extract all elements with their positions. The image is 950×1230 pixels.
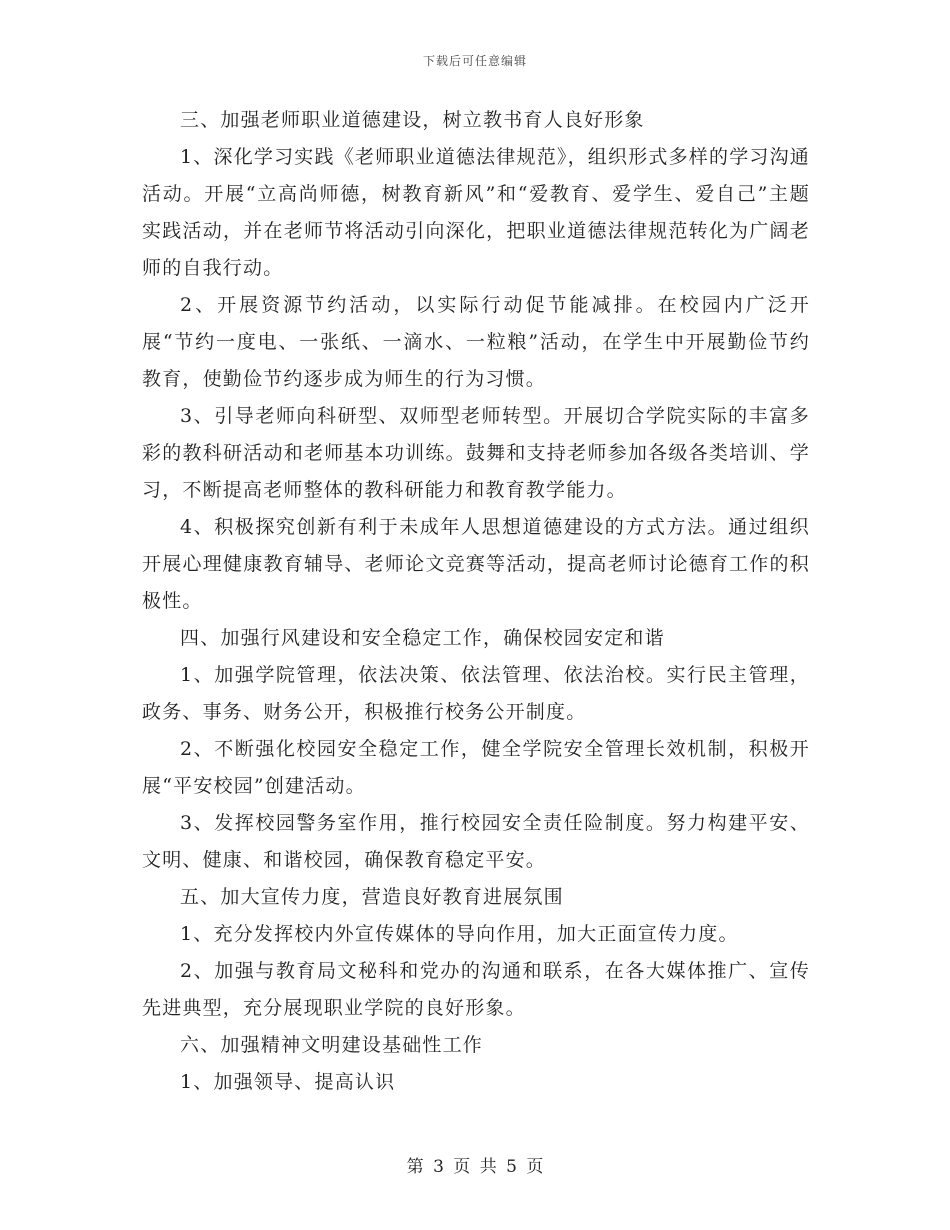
section-heading-3: 三、加强老师职业道德建设，树立教书育人良好形象 — [180, 109, 645, 131]
paragraph: 4、积极探究创新有利于未成年人思想道德建设的方式方法。通过组织开展心理健康教育辅导、老师论文竞赛等活动，提高老师讨论德育工作的积极性。 — [142, 516, 810, 612]
paragraph: 2、加强与教育局文秘科和党办的沟通和联系，在各大媒体推广、宣传先进典型，充分展现职业学院的良好形象。 — [142, 960, 810, 1019]
paragraph: 3、引导老师向科研型、双师型老师转型。开展切合学院实际的丰富多彩的教科研活动和老师基本功训练。鼓舞和支持老师参加各级各类培训、学习，不断提高老师整体的教科研能力和教育教学能力。 — [142, 405, 810, 501]
section-heading-5: 五、加大宣传力度，营造良好教育进展氛围 — [180, 886, 564, 908]
page-header: 下载后可任意编辑 — [422, 54, 527, 68]
page-footer: 第 3 页 共 5 页 — [406, 1157, 544, 1177]
paragraph: 1、加强学院管理，依法决策、依法管理、依法治校。实行民主管理，政务、事务、财务公开，积极推行校务公开制度。 — [142, 664, 810, 723]
document-body — [142, 102, 810, 1101]
paragraph: 2、开展资源节约活动，以实际行动促节能减排。在校园内广泛开展“节约一度电、一张纸、一滴水、一粒粮”活动，在学生中开展勤俭节约教育，使勤俭节约逐步成为师生的行为习惯。 — [142, 294, 810, 390]
section-heading-4: 四、加强行风建设和安全稳定工作，确保校园安定和谐 — [180, 627, 665, 649]
paragraph: 2、不断强化校园安全稳定工作，健全学院安全管理长效机制，积极开展“平安校园”创建活动。 — [142, 738, 810, 797]
paragraph: 1、加强领导、提高认识 — [180, 1071, 396, 1093]
section-heading-6: 六、加强精神文明建设基础性工作 — [180, 1034, 484, 1056]
paragraph: 1、充分发挥校内外宣传媒体的导向作用，加大正面宣传力度。 — [180, 923, 739, 945]
paragraph: 1、深化学习实践《老师职业道德法律规范》，组织形式多样的学习沟通活动。开展“立高尚师德，树教育新风”和“爱教育、爱学生、爱自己”主题实践活动，并在老师节将活动引向深化，把职业道德法律规范转化为广阔老师的自我行动。 — [142, 146, 810, 279]
paragraph: 3、发挥校园警务室作用，推行校园安全责任险制度。努力构建平安、文明、健康、和谐校园，确保教育稳定平安。 — [142, 812, 810, 871]
